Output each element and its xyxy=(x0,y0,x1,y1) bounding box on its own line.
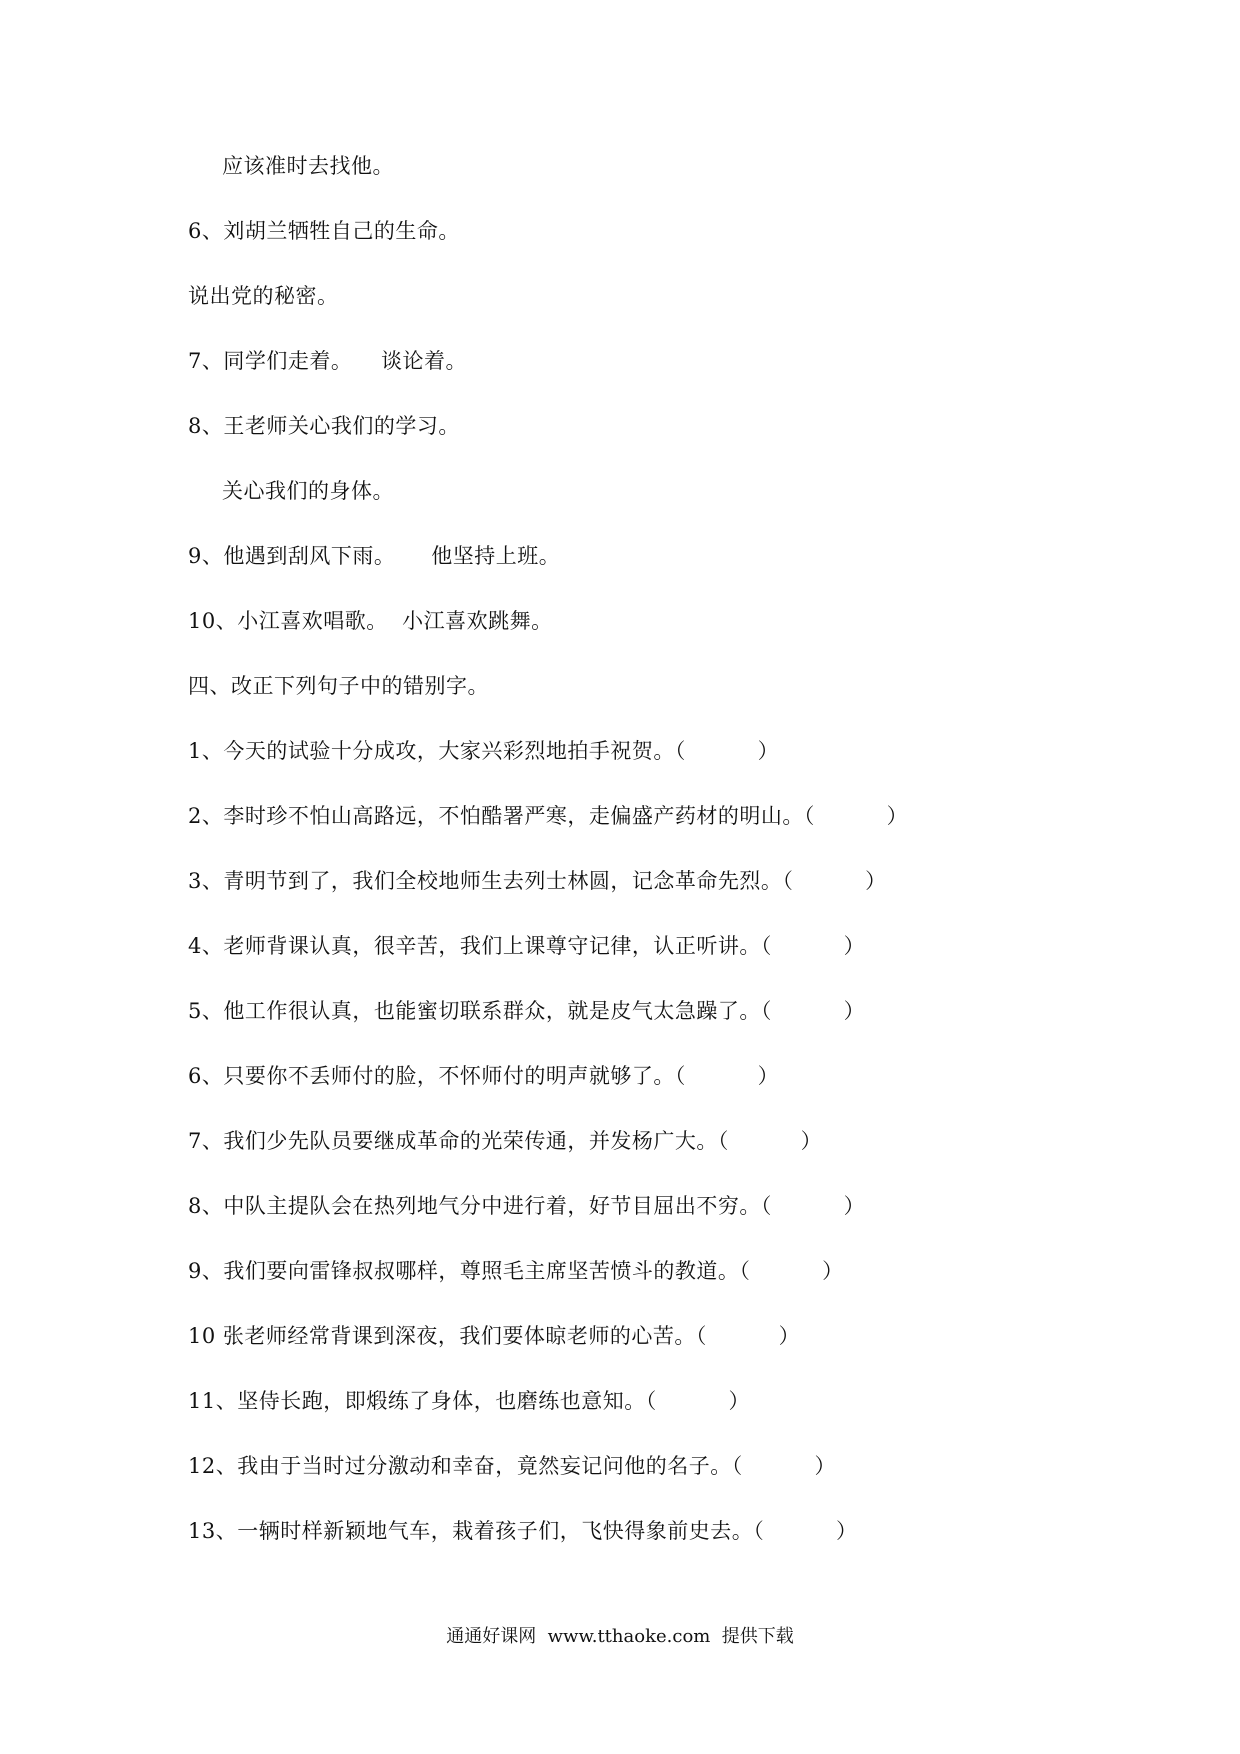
text-line: 7、同学们走着。 谈论着。 xyxy=(188,349,468,373)
text-line: 8、王老师关心我们的学习。 xyxy=(188,414,460,438)
exercise-line: 5、他工作很认真，也能蜜切联系群众，就是皮气太急躁了。（ ） xyxy=(188,999,866,1023)
text-line: 10、小江喜欢唱歌。 小江喜欢跳舞。 xyxy=(188,609,553,633)
exercise-line: 12、我由于当时过分激动和幸奋，竟然妄记问他的名子。（ ） xyxy=(188,1454,836,1478)
exercise-line: 11、坚侍长跑，即煅练了身体，也磨练也意知。（ ） xyxy=(188,1389,750,1413)
text-line: 9、他遇到刮风下雨。 他坚持上班。 xyxy=(188,544,561,568)
exercise-line: 8、中队主提队会在热列地气分中进行着，好节目屈出不穷。（ ） xyxy=(188,1194,866,1218)
exercise-line: 3、青明节到了，我们全校地师生去列士林圆，记念革命先烈。（ ） xyxy=(188,869,887,893)
text-line: 说出党的秘密。 xyxy=(188,284,339,308)
text-line: 应该准时去找他。 xyxy=(222,154,394,178)
exercise-line: 4、老师背课认真，很辛苦，我们上课尊守记律，认正听讲。（ ） xyxy=(188,934,866,958)
exercise-line: 10 张老师经常背课到深夜，我们要体晾老师的心苦。（ ） xyxy=(188,1324,801,1348)
exercise-line: 9、我们要向雷锋叔叔哪样，尊照毛主席坚苦愤斗的教道。（ ） xyxy=(188,1259,844,1283)
exercise-line: 2、李时珍不怕山高路远，不怕酷署严寒，走偏盛产药材的明山。（ ） xyxy=(188,804,909,828)
exercise-line: 1、今天的试验十分成攻，大家兴彩烈地拍手祝贺。（ ） xyxy=(188,739,780,763)
text-line: 6、刘胡兰牺牲自己的生命。 xyxy=(188,219,460,243)
exercise-line: 13、一辆时样新颖地气车，栽着孩子们，飞快得象前史去。（ ） xyxy=(188,1519,858,1543)
exercise-line: 7、我们少先队员要继成革命的光荣传通，并发杨广大。（ ） xyxy=(188,1129,823,1153)
exercise-line: 6、只要你不丢师付的脸，不怀师付的明声就够了。（ ） xyxy=(188,1064,780,1088)
text-line: 关心我们的身体。 xyxy=(222,479,394,503)
section-heading: 四、改正下列句子中的错别字。 xyxy=(188,674,489,698)
page-footer: 通通好课网 www.tthaoke.com 提供下载 xyxy=(446,1626,794,1647)
